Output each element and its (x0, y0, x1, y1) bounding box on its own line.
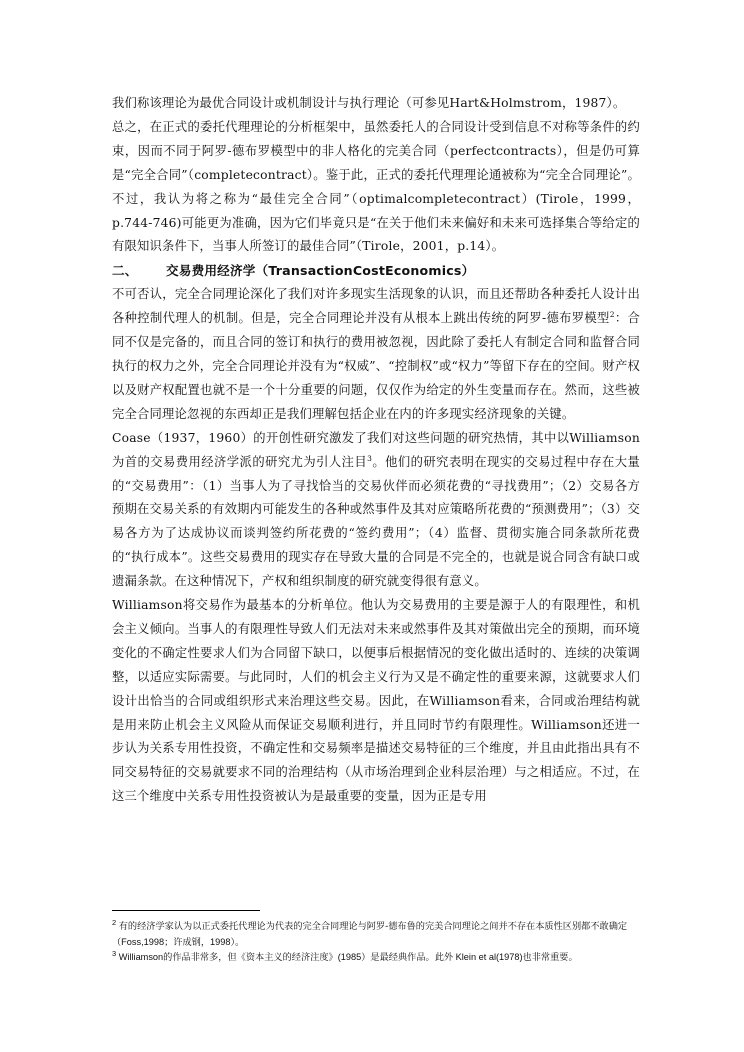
footnote-ref-2[interactable]: 2 (609, 310, 615, 320)
footnote-2-number: 2 (112, 917, 117, 927)
paragraph-1: 我们称该理论为最优合同设计或机制设计与执行理论（可参见Hart&Holmstrom，1987）。 (112, 96, 626, 110)
footnote-2 (112, 919, 642, 950)
footnote-3-number: 3 (112, 948, 117, 958)
main-text (112, 92, 640, 809)
paragraph-3: 不可否认，完全合同理论深化了我们对许多现实生活现象的认识，而且还帮助各种委托人设计出各种控制代理人的机制。但是，完全合同理论并没有从根本上跳出传统的阿罗-德布罗模型$^2$：合同不仅是完备的，而且合同的签订和执行的费用被忽视，因此除了委托人有制定合同和监督合同执行的权力之外，完全合同理论并没有为“权威”、“控制权”或“权力”等留下存在的空间。财产权以及财产权配置也就不是一个十分重要的问题，仅仅作为给定的外生变量而存在。然而，这些被完全合同理论忽视的东西却正是我们理解包括企业在内的许多现实经济现象的关键。 (112, 287, 640, 421)
footnote-3 (112, 950, 642, 966)
footnotes (112, 919, 642, 966)
section-heading (112, 259, 640, 283)
section-title: 交易费用经济学（TransactionCostEconomics） (166, 263, 475, 279)
paragraph-5: Williamson将交易作为最基本的分析单位。他认为交易费用的主要是源于人的有限理性，和机会主义倾向。当事人的有限理性导致人们无法对未来或然事件及其对策做出完全的预期，而环境变化的不确定性要求人们为合同留下缺口，以便事后根据情况的变化做出适时的、连续的决策调整，以适应实际需要。与此同时，人们的机会主义行为又是不确定性的重要来源，这就要求人们设计出恰当的合同或组织形式来治理这些交易。因此，在Williamson看来，合同或治理结构就是用来防止机会主义风险从而保证交易顺利进行，并且同时节约有限理性。Williamson还进一步认为关系专用性投资，不确定性和交易频率是描述交易特征的三个维度，并且由此指出具有不同交易特征的交易就要求不同的治理结构（从市场治理到企业科层治理）与之相适应。不过，在这三个维度中关系专用性投资被认为是最重要的变量，因为正是专用 (112, 598, 640, 804)
footnote-divider (112, 910, 260, 911)
paragraph-2: 总之，在正式的委托代理理论的分析框架中，虽然委托人的合同设计受到信息不对称等条件的约束，因而不同于阿罗-德布罗模型中的非人格化的完美合同（perfectcontracts），但是仍可算是“完全合同”（completecontract）。鉴于此，正式的委托代理理论通被称为“完全合同理论”。不过，我认为将之称为“最佳完全合同”（optimalcompletecontract）(Tirole，1999，p.744-746)可能更为准确，因为它们毕竟只是“在关于他们未来偏好和未来可选择集合等给定的有限知识条件下，当事人所签订的最佳合同”（Tirole，2001，p.14）。 (112, 119, 640, 254)
section-number: 二、 (112, 263, 138, 279)
footnote-2-text: 有的经济学家认为以正式委托代理论为代表的完全合同理论与阿罗-德布鲁的完美合同理论之间并不存在本质性区别都不敢确定（Foss,1998；许成钢，1998）。 (112, 921, 628, 947)
footnote-ref-3[interactable]: 3 (367, 453, 373, 463)
paragraph-4: Coase（1937，1960）的开创性研究激发了我们对这些问题的研究热情，其中以Williamson为首的交易费用经济学派的研究尤为引人注目$^3$。他们的研究表明在现实的交易过程中存在大量的“交易费用”：（1）当事人为了寻找恰当的交易伙伴而必须花费的“寻找费用”；（2）交易各方预期在交易关系的有效期内可能发生的各种或然事件及其对应策略所花费的“预测费用”；（3）交易各方为了达成协议而谈判签约所花费的“签约费用”；（4）监督、贯彻实施合同条款所花费的“执行成本”。这些交易费用的现实存在导致大量的合同是不完全的，也就是说合同含有缺口或遗漏条款。在这种情况下，产权和组织制度的研究就变得很有意义。 (112, 430, 640, 589)
footnote-3-text: Williamson的作品非常多，但《资本主义的经济注度》(1985）是最经典作品。此外 Klein et al(1978)也非常重要。 (118, 952, 578, 962)
